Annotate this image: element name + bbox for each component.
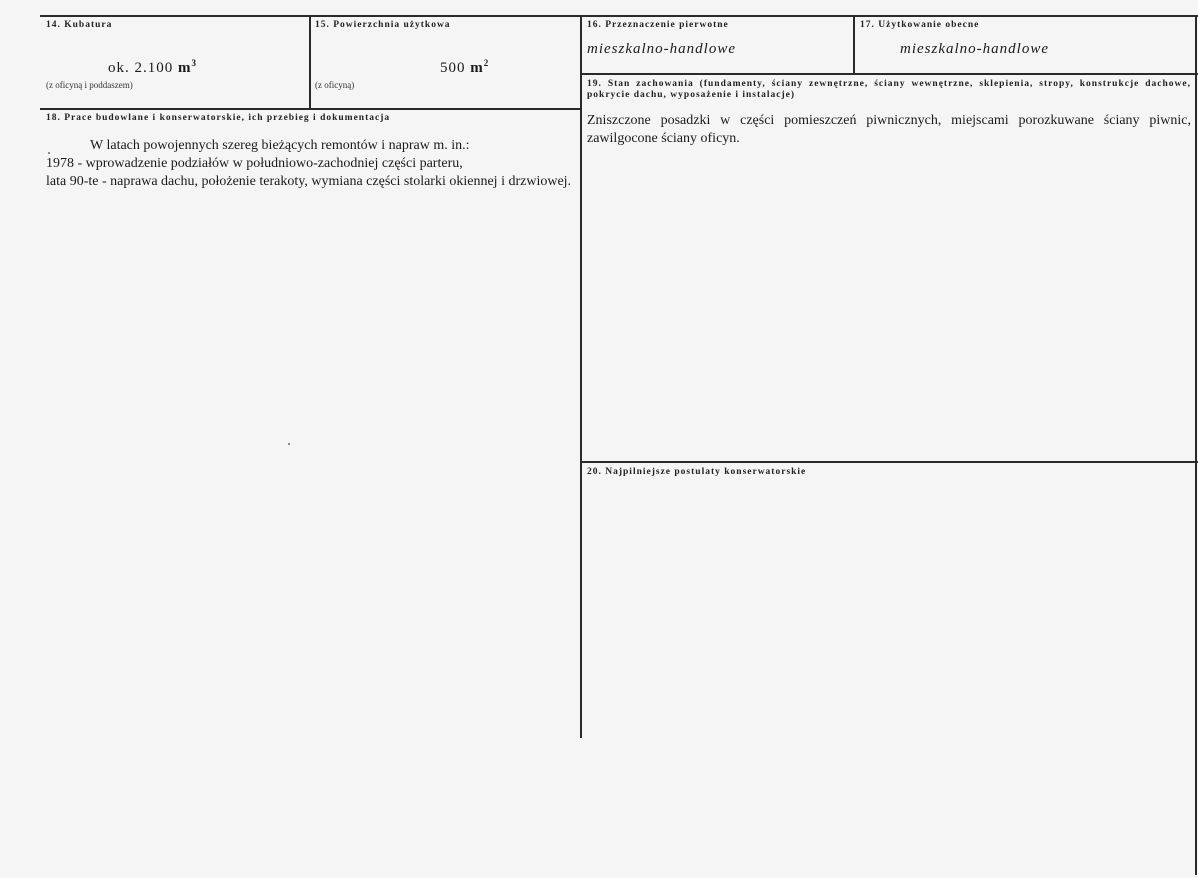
field17-label: 17. Użytkowanie obecne	[860, 20, 980, 30]
field15-label: 15. Powierzchnia użytkowa	[315, 20, 451, 30]
field19-text: Zniszczone posadzki w części pomieszczeń piwnicznych, miejscami porozkuwane ściany piwnic, zawilgocone ściany oficyn.	[587, 113, 1191, 146]
field15-unit: m	[470, 60, 484, 76]
field14-label: 14. Kubatura	[46, 20, 113, 30]
field18-line-2: 1978 - wprowadzenie podziałów w południowo-zachodniej części parteru,	[46, 156, 463, 171]
field15-unit-exp: 2	[483, 58, 490, 68]
main-vertical-divider	[580, 15, 582, 738]
divider-16-17	[853, 15, 855, 74]
field14-value	[108, 60, 197, 77]
stray-mark	[288, 443, 290, 445]
field18-text	[46, 137, 578, 191]
field19-label: 19. Stan zachowania (fundamenty, ściany zewnętrzne, ściany wewnętrzne, sklepienia, stropy, konstrukcje dachowe, pokrycie dachu, wyposażenie i instalacje)	[587, 79, 1191, 100]
field16-label: 16. Przeznaczenie pierwotne	[587, 20, 729, 30]
row1-bottom-border	[40, 108, 582, 110]
field19-bottom-border	[581, 461, 1198, 463]
field15-number: 500	[440, 60, 466, 76]
field16-value: mieszkalno-handlowe	[587, 41, 736, 57]
field20-label: 20. Najpilniejsze postulaty konserwatorskie	[587, 467, 807, 477]
field18-line-1: W latach powojennych szereg bieżących remontów i napraw m. in.:	[90, 138, 470, 153]
top-border	[40, 15, 1198, 17]
field18-line-3: lata 90-te - naprawa dachu, położenie terakoty, wymiana części stolarki okiennej i drzwiowej.	[46, 174, 572, 189]
field17-value: mieszkalno-handlowe	[900, 41, 1049, 57]
field14-note: (z oficyną i poddaszem)	[46, 80, 133, 90]
field14-unit-exp: 3	[191, 58, 197, 68]
field14-unit: m	[178, 60, 192, 76]
field18-label: 18. Prace budowlane i konserwatorskie, ich przebieg i dokumentacja	[46, 113, 391, 123]
right-border	[1195, 15, 1197, 875]
field16-17-bottom-border	[581, 73, 1198, 75]
divider-14-15	[309, 15, 311, 109]
field14-number: ok. 2.100	[108, 60, 174, 76]
field15-value	[440, 60, 489, 77]
field15-note: (z oficyną)	[315, 80, 355, 90]
